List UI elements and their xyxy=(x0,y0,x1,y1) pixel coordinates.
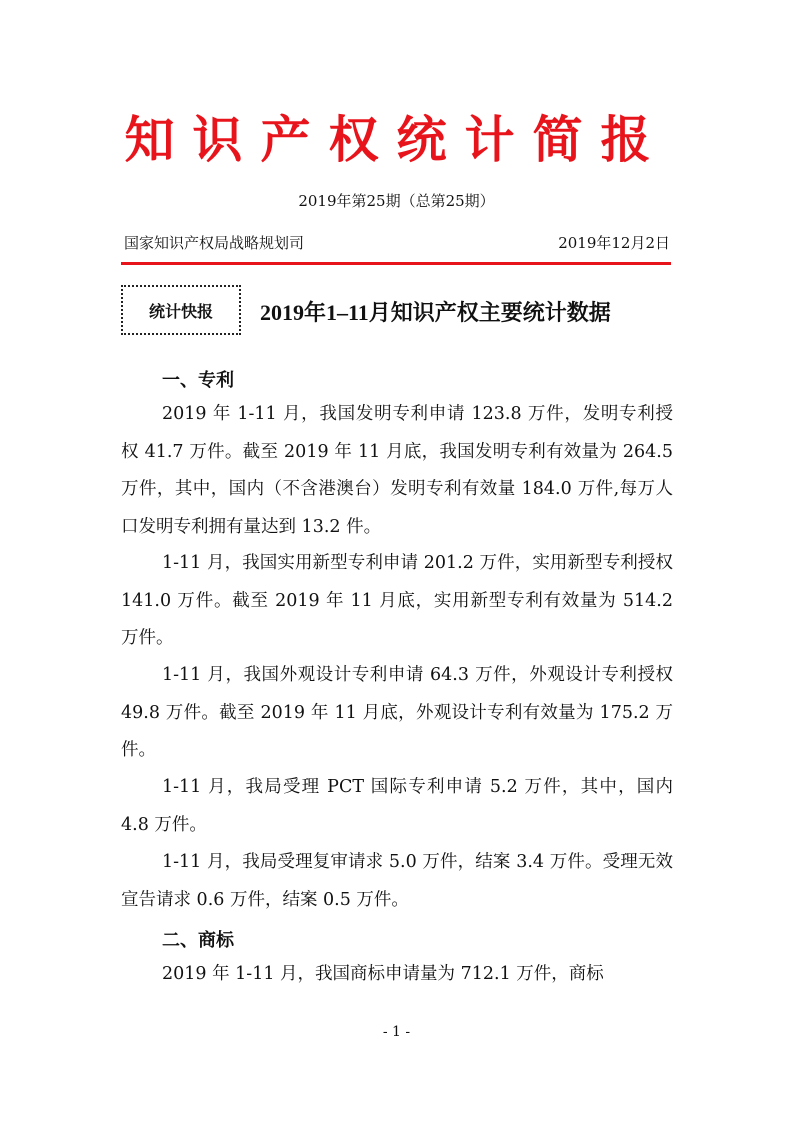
department-name: 国家知识产权局战略规划司 xyxy=(124,234,305,252)
masthead-title: 知识产权统计简报 xyxy=(124,110,669,169)
issue-number: 2019年第25期（总第25期） xyxy=(298,192,495,210)
article-headline: 2019年1–11月知识产权主要统计数据 xyxy=(260,300,611,325)
section-title-trademark: 二、商标 xyxy=(162,930,234,951)
red-divider xyxy=(121,262,671,265)
paragraph: 1-11 月，我国实用新型专利申请 201.2 万件，实用新型专利授权 141.0 万件。截至 2019 年 11 月底，实用新型专利有效量为 514.2 万件。 xyxy=(121,553,673,649)
publish-date: 2019年12月2日 xyxy=(558,234,670,252)
paragraph: 1-11 月，我局受理复审请求 5.0 万件，结案 3.4 万件。受理无效宣告请求 0.6 万件，结案 0.5 万件。 xyxy=(121,852,673,910)
paragraph: 1-11 月，我局受理 PCT 国际专利申请 5.2 万件，其中，国内 4.8 万件。 xyxy=(121,777,673,835)
meta-row xyxy=(124,232,670,253)
paragraph: 1-11 月，我国外观设计专利申请 64.3 万件，外观设计专利授权 49.8 万件。截至 2019 年 11 月底，外观设计专利有效量为 175.2 万件。 xyxy=(121,665,673,761)
paragraph: 2019 年 1-11 月，我国商标申请量为 712.1 万件，商标 xyxy=(162,964,604,984)
paragraph: 2019 年 1-11 月，我国发明专利申请 123.8 万件，发明专利授权 41.7 万件。截至 2019 年 11 月底，我国发明专利有效量为 264.5 万件，其中，国内（不含港澳台）发明专利有效量 184.0 万件,每万人口发明专利拥有量达到 13.2 件。 xyxy=(121,404,673,537)
stat-flash-tag: 统计快报 xyxy=(121,285,241,335)
section-title-patent: 一、专利 xyxy=(162,370,234,391)
page-number: - 1 - xyxy=(382,1024,411,1040)
